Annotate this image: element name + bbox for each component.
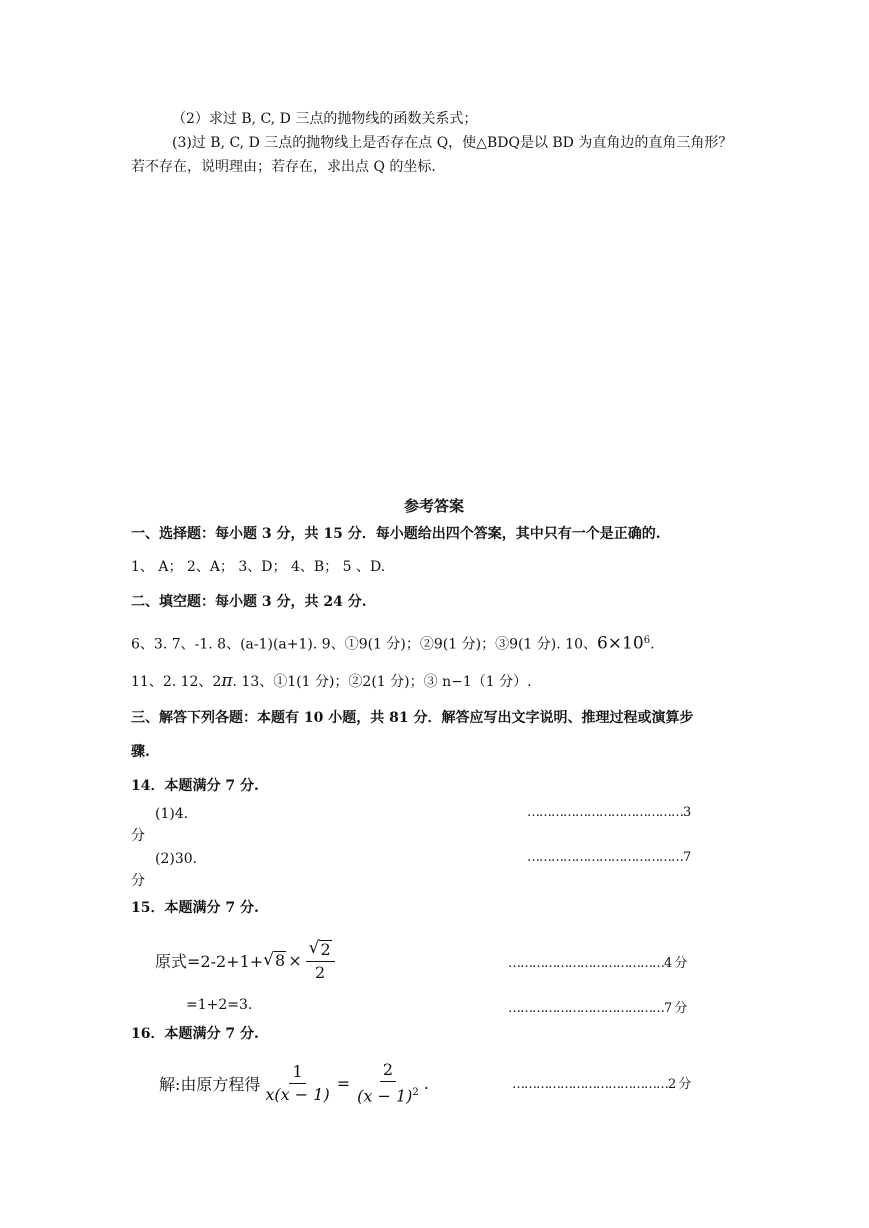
q14-part1: (1)4.	[155, 806, 189, 822]
q15-frac-num: 2	[320, 939, 331, 959]
answer-title: 参考答案	[404, 497, 465, 515]
q15-times: ×	[288, 950, 302, 970]
section1-heading: 一、选择题：每小题 3 分，共 15 分．每小题给出四个答案，其中只有一个是正确的.	[131, 526, 661, 542]
q14-heading: 14．本题满分 7 分.	[131, 778, 259, 794]
q16-frac2-den	[354, 1082, 422, 1105]
q10-base: 6×10	[596, 633, 644, 654]
q16-frac2-den-text: (x − 1)	[357, 1086, 413, 1106]
q16-fraction2	[354, 1061, 422, 1105]
q16-dots: …………………………………2 分	[512, 1077, 691, 1092]
q15-dots1: …………………………………4 分	[508, 956, 687, 971]
section2-line2-text-a: 11、2. 12、2	[131, 674, 222, 690]
q16-frac1-num: 1	[289, 1063, 305, 1084]
q16-frac2-den-exp: 2	[412, 1086, 419, 1098]
q15-dots2: …………………………………7 分	[508, 1001, 687, 1016]
q14-part1-dots: …………………………………3	[527, 805, 691, 820]
q16-fraction1	[262, 1063, 332, 1104]
section2-line2	[131, 672, 532, 691]
q16-end: .	[423, 1073, 429, 1093]
q16-heading: 16．本题满分 7 分.	[131, 1026, 259, 1042]
q15-frac-den: 2	[315, 962, 326, 982]
q16-frac1-den-text: x(x − 1)	[265, 1084, 330, 1104]
pi-symbol: π	[221, 671, 233, 691]
section2-heading: 二、填空题：每小题 3 分，共 24 分.	[131, 594, 367, 610]
q16-prefix: 解:由原方程得	[159, 1074, 261, 1094]
q14-part2-dots: …………………………………7	[527, 850, 691, 865]
q15-formula-line1	[155, 935, 337, 985]
q15-prefix: 原式=2-2+1+	[155, 951, 264, 971]
q15-sqrt8-arg: 8	[275, 951, 286, 970]
section3-heading-line1: 三、解答下列各题：本题有 10 小题，共 81 分．解答应写出文字说明、推理过程或演算步	[131, 710, 694, 726]
question-3-part-2: （2）求过 B, C, D 三点的抛物线的函数关系式；	[172, 111, 478, 127]
q16-frac2-num: 2	[380, 1061, 396, 1082]
q15-fraction: √ 2 2	[306, 939, 335, 982]
q15-sqrt8: √ 8	[263, 950, 286, 970]
q14-part1-wrap: 分	[131, 828, 145, 844]
section3-heading-line2: 骤.	[131, 744, 150, 760]
q15-line2: =1+2=3.	[186, 997, 253, 1013]
q14-part2-wrap: 分	[131, 873, 145, 889]
section2-line2-text-b: . 13、①1(1 分)；②2(1 分)；③ n−1（1 分）.	[232, 674, 532, 690]
question-3-part-3-line1: (3)过 B, C, D 三点的抛物线上是否存在点 Q，使△BDQ是以 BD 为直角边的直角三角形？	[172, 135, 733, 151]
q14-part2: (2)30.	[155, 851, 198, 867]
section2-line1-text: 6、3. 7、-1. 8、(a-1)(a+1). 9、①9(1 分)；②9(1 分)；③9(1 分). 10、	[131, 636, 597, 653]
section1-answers: 1、 A； 2、A； 3、D； 4、B； 5 、D.	[131, 559, 386, 575]
q16-frac1-den	[262, 1084, 332, 1104]
section2-line1	[131, 632, 655, 654]
q10-end: .	[650, 636, 655, 653]
q15-heading: 15．本题满分 7 分.	[131, 900, 259, 916]
q16-formula	[159, 1060, 429, 1106]
q10-exponent: 6	[643, 635, 651, 646]
q16-equals: =	[336, 1073, 351, 1093]
question-3-part-3-line2: 若不存在，说明理由；若存在，求出点 Q 的坐标.	[131, 159, 436, 175]
